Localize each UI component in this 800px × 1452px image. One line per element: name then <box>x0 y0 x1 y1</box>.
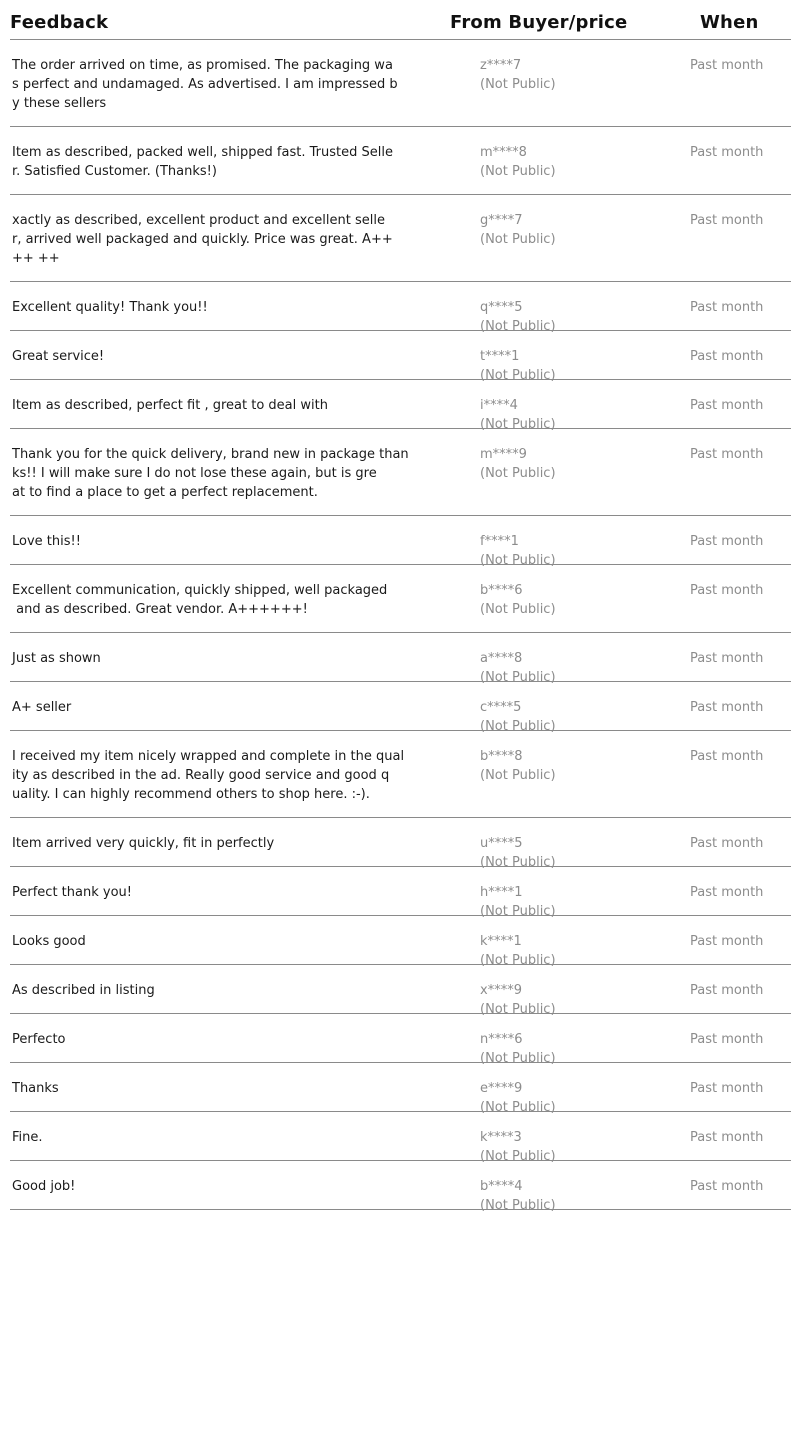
buyer-cell <box>480 1177 556 1215</box>
price-text: (Not Public) <box>480 553 556 568</box>
buyer-id: c****5 <box>480 700 522 715</box>
feedback-text: Item as described, perfect fit , great to deal with <box>12 398 328 413</box>
feedback-column-header: Feedback <box>10 12 109 33</box>
feedback-row <box>10 380 791 432</box>
when-text: Past month <box>690 447 764 462</box>
feedback-row <box>10 195 791 282</box>
feedback-text: Fine. <box>12 1130 43 1145</box>
feedback-text: Item as described, packed well, shipped fast. Trusted Selle r. Satisfied Customer. (Thanks!) <box>12 145 393 179</box>
feedback-text: Great service! <box>12 349 105 364</box>
feedback-text: A+ seller <box>12 700 72 715</box>
feedback-row <box>10 331 791 383</box>
buyer-id: a****8 <box>480 651 523 666</box>
price-text: (Not Public) <box>480 855 556 870</box>
table-header <box>10 0 791 40</box>
price-text: (Not Public) <box>480 466 556 481</box>
feedback-text: Love this!! <box>12 534 81 549</box>
feedback-row <box>10 965 791 1017</box>
feedback-row <box>10 633 791 685</box>
feedback-row <box>10 1161 791 1213</box>
feedback-text: Just as shown <box>12 651 101 666</box>
price-text: (Not Public) <box>480 1198 556 1213</box>
buyer-id: m****9 <box>480 447 527 462</box>
price-text: (Not Public) <box>480 719 556 734</box>
buyer-id: b****8 <box>480 749 523 764</box>
feedback-text: Excellent quality! Thank you!! <box>12 300 208 315</box>
feedback-text: The order arrived on time, as promised. The packaging wa s perfect and undamaged. As advertised. I am impressed b y these sellers <box>12 58 398 111</box>
when-text: Past month <box>690 934 764 949</box>
buyer-id: h****1 <box>480 885 523 900</box>
buyer-id: k****1 <box>480 934 522 949</box>
price-text: (Not Public) <box>480 953 556 968</box>
buyer-id: x****9 <box>480 983 522 998</box>
price-text: (Not Public) <box>480 768 556 783</box>
when-text: Past month <box>690 983 764 998</box>
buyer-price-column-header: From Buyer/price <box>450 12 628 33</box>
feedback-row <box>10 731 791 818</box>
feedback-row <box>10 818 791 870</box>
feedback-row <box>10 565 791 633</box>
buyer-id: u****5 <box>480 836 523 851</box>
buyer-id: q****5 <box>480 300 523 315</box>
when-text: Past month <box>690 749 764 764</box>
buyer-cell <box>480 56 556 94</box>
feedback-text: As described in listing <box>12 983 155 998</box>
when-text: Past month <box>690 836 764 851</box>
when-text: Past month <box>690 534 764 549</box>
buyer-id: g****7 <box>480 213 523 228</box>
buyer-id: k****3 <box>480 1130 522 1145</box>
when-text: Past month <box>690 213 764 228</box>
when-text: Past month <box>690 1130 764 1145</box>
buyer-id: z****7 <box>480 58 522 73</box>
feedback-text: Perfect thank you! <box>12 885 132 900</box>
feedback-text: Thank you for the quick delivery, brand new in package than ks!! I will make sure I do not lose these again, but is gre at to find a place to get a perfect replacement. <box>12 447 409 500</box>
feedback-text: I received my item nicely wrapped and complete in the qual ity as described in the ad. Really good service and good q uality. I can highly recommend others to shop here. :-). <box>12 749 405 802</box>
when-text: Past month <box>690 145 764 160</box>
feedback-row <box>10 1014 791 1066</box>
feedback-row <box>10 916 791 968</box>
when-text: Past month <box>690 300 764 315</box>
feedback-text: Good job! <box>12 1179 76 1194</box>
buyer-id: b****4 <box>480 1179 523 1194</box>
feedback-row <box>10 429 791 516</box>
feedback-row <box>10 127 791 195</box>
when-text: Past month <box>690 58 764 73</box>
when-text: Past month <box>690 1081 764 1096</box>
price-text: (Not Public) <box>480 1100 556 1115</box>
when-text: Past month <box>690 349 764 364</box>
feedback-text: Thanks <box>12 1081 59 1096</box>
price-text: (Not Public) <box>480 904 556 919</box>
when-text: Past month <box>690 583 764 598</box>
price-text: (Not Public) <box>480 670 556 685</box>
feedback-row <box>10 867 791 919</box>
feedback-text: Looks good <box>12 934 86 949</box>
buyer-id: n****6 <box>480 1032 523 1047</box>
price-text: (Not Public) <box>480 77 556 92</box>
feedback-row <box>10 682 791 734</box>
price-text: (Not Public) <box>480 1149 556 1164</box>
buyer-cell <box>480 747 556 785</box>
when-text: Past month <box>690 1032 764 1047</box>
feedback-row <box>10 282 791 334</box>
buyer-id: f****1 <box>480 534 519 549</box>
buyer-id: m****8 <box>480 145 527 160</box>
price-text: (Not Public) <box>480 232 556 247</box>
feedback-text: Excellent communication, quickly shipped, well packaged and as described. Great vendor. A++++++! <box>12 583 388 617</box>
when-column-header: When <box>700 12 759 33</box>
feedback-row <box>10 1112 791 1164</box>
buyer-cell <box>480 581 556 619</box>
price-text: (Not Public) <box>480 602 556 617</box>
when-text: Past month <box>690 398 764 413</box>
when-text: Past month <box>690 651 764 666</box>
when-text: Past month <box>690 885 764 900</box>
feedback-row <box>10 40 791 127</box>
feedback-row <box>10 516 791 568</box>
buyer-cell <box>480 211 556 249</box>
buyer-cell <box>480 143 556 181</box>
feedback-row <box>10 1063 791 1115</box>
buyer-cell <box>480 445 556 483</box>
buyer-id: i****4 <box>480 398 518 413</box>
price-text: (Not Public) <box>480 164 556 179</box>
when-text: Past month <box>690 700 764 715</box>
buyer-id: e****9 <box>480 1081 523 1096</box>
price-text: (Not Public) <box>480 1051 556 1066</box>
price-text: (Not Public) <box>480 368 556 383</box>
price-text: (Not Public) <box>480 319 556 334</box>
feedback-text: xactly as described, excellent product and excellent selle r, arrived well packaged and quickly. Price was great. A++ ++ ++ <box>12 213 393 266</box>
when-text: Past month <box>690 1179 764 1194</box>
feedback-table <box>10 0 791 1213</box>
feedback-text: Item arrived very quickly, fit in perfectly <box>12 836 275 851</box>
price-text: (Not Public) <box>480 1002 556 1017</box>
price-text: (Not Public) <box>480 417 556 432</box>
feedback-text: Perfecto <box>12 1032 66 1047</box>
buyer-id: t****1 <box>480 349 520 364</box>
buyer-id: b****6 <box>480 583 523 598</box>
